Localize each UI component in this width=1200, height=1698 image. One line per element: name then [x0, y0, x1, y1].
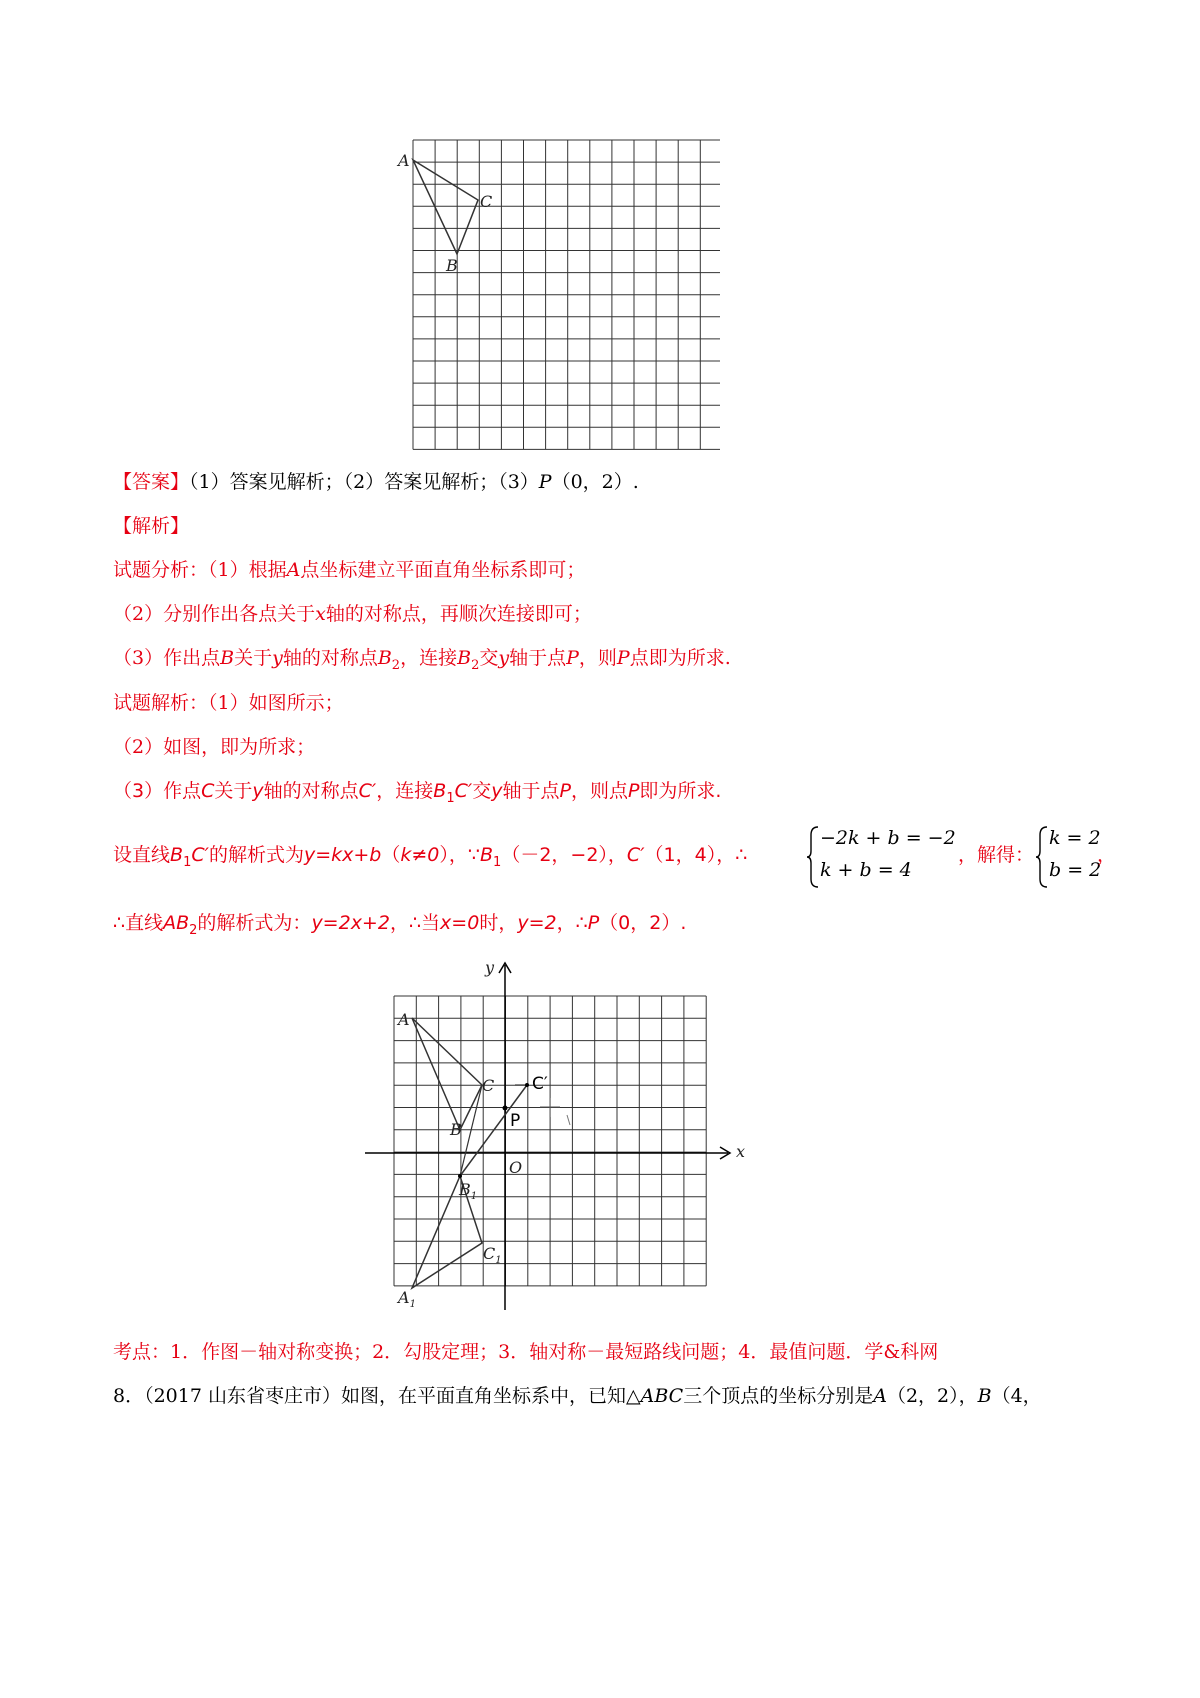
- analysis-l1-prefix: 试题分析：（1）根据: [113, 559, 287, 581]
- analysis-l2-var: x: [315, 603, 326, 625]
- t: y=kx+b: [303, 844, 382, 866]
- t: B: [479, 844, 494, 866]
- t: 三个顶点的坐标分别是: [683, 1385, 874, 1407]
- label-a1-sub: 1: [409, 1299, 416, 1310]
- t: 8．（2017 山东省枣庄市）如图，在平面直角坐标系中，已知△: [113, 1385, 641, 1407]
- t: k≠0: [400, 844, 440, 866]
- t: y=2x+2: [311, 912, 390, 934]
- t: ∴直线: [113, 912, 164, 934]
- x-label: x: [736, 1142, 746, 1161]
- t: ，∴: [556, 912, 588, 934]
- t: ABC: [640, 1385, 684, 1407]
- t: （1，4），∴: [644, 844, 748, 866]
- t: 2: [189, 922, 198, 938]
- label-b: B: [446, 256, 458, 275]
- t: x=0: [440, 912, 480, 934]
- t: B: [457, 647, 472, 669]
- t: （2，2），: [886, 1385, 978, 1407]
- y-label: y: [485, 958, 495, 977]
- equation-line: [113, 842, 747, 876]
- t: P: [566, 647, 579, 669]
- t: C′: [358, 780, 377, 802]
- t: （3）作点: [113, 780, 202, 802]
- equation-end-comma: ，: [1097, 844, 1117, 866]
- t: 1: [446, 790, 455, 806]
- label-c: C: [482, 1076, 495, 1095]
- triangle-abc: [413, 160, 478, 254]
- kaodian-line: 考点：1．作图－轴对称变换；2．勾股定理；3．轴对称－最短路线问题；4．最值问题．学&科网: [113, 1341, 939, 1363]
- t: B: [977, 1385, 992, 1407]
- label-c1: [483, 1244, 502, 1266]
- point-b1: [458, 1174, 462, 1178]
- t: C′: [626, 844, 645, 866]
- triangle-abc: [412, 1018, 482, 1130]
- answer-tag: 【答案】: [113, 471, 190, 493]
- analysis-l1-suffix: 点坐标建立平面直角坐标系即可；: [300, 559, 586, 581]
- t: 关于: [214, 780, 253, 802]
- t: 设直线: [113, 844, 171, 866]
- t: C′: [454, 780, 473, 802]
- label-b: B: [450, 1120, 462, 1139]
- origin-label: O: [509, 1158, 523, 1177]
- t: B: [377, 647, 392, 669]
- t: 点即为所求.: [629, 647, 731, 669]
- t: C: [201, 780, 215, 802]
- t: 轴的对称点: [282, 647, 378, 669]
- point-c-prime: [525, 1083, 529, 1087]
- t: y: [491, 780, 503, 802]
- t: 1: [183, 854, 192, 870]
- t: 的解析式为: [208, 844, 304, 866]
- t: 时，: [479, 912, 518, 934]
- t: A: [873, 1385, 887, 1407]
- label-a1-letter: A: [398, 1288, 410, 1307]
- t: 关于: [234, 647, 273, 669]
- answer-text: （1）答案见解析；（2）答案见解析；（3）: [189, 471, 539, 493]
- t: P: [587, 912, 600, 934]
- answer-p: P: [538, 471, 552, 493]
- solution-line-1: 试题解析：（1）如图所示；: [113, 692, 344, 714]
- t: 轴于点: [509, 647, 567, 669]
- t: 2: [471, 657, 480, 673]
- figure-1-grid: [380, 130, 720, 460]
- label-b1-letter: B: [459, 1180, 471, 1199]
- sys2-row2: b = 2: [1049, 859, 1102, 881]
- t: y: [252, 780, 264, 802]
- equation-solve-label: ，解得：: [958, 844, 1035, 866]
- t: P: [559, 780, 571, 802]
- label-b1: [458, 1180, 477, 1202]
- t: 交: [472, 780, 492, 802]
- label-a: A: [398, 151, 410, 170]
- solution-line-2: （2）如图，即为所求；: [113, 736, 316, 758]
- t: （4，: [991, 1385, 1042, 1407]
- analysis-tag: 【解析】: [113, 515, 190, 537]
- analysis-l2-prefix: （2）分别作出各点关于: [113, 603, 316, 625]
- point-p: [503, 1106, 508, 1111]
- analysis-line-2: [113, 601, 592, 627]
- t: 的解析式为：: [197, 912, 312, 934]
- t: B: [170, 844, 184, 866]
- answer-p-coords: （0，2）.: [551, 471, 639, 493]
- t: （: [381, 844, 401, 866]
- t: ，连接: [376, 780, 434, 802]
- label-a1: [396, 1288, 416, 1310]
- t: ，则: [578, 647, 617, 669]
- t: P: [627, 780, 640, 802]
- label-a: A: [398, 1010, 410, 1029]
- label-c-prime: C′: [532, 1074, 548, 1094]
- t: B: [433, 780, 447, 802]
- t: 轴于点: [502, 780, 560, 802]
- t: 交: [479, 647, 499, 669]
- t: 2: [391, 657, 401, 673]
- equation-system-1: [806, 825, 956, 889]
- analysis-l1-var: A: [286, 559, 301, 581]
- t: 轴的对称点: [263, 780, 359, 802]
- t: B: [220, 647, 235, 669]
- t: 即为所求.: [639, 780, 722, 802]
- t: AB: [163, 912, 190, 934]
- sketch-mark: [567, 1115, 570, 1125]
- t: P: [616, 647, 630, 669]
- t: ），∵: [439, 844, 480, 866]
- t: y=2: [517, 912, 557, 934]
- solution-line-3: [113, 778, 721, 812]
- t: C′: [191, 844, 209, 866]
- t: ，∴当: [389, 912, 441, 934]
- t: （3）作出点: [113, 647, 221, 669]
- t: （－2，−2），: [501, 844, 627, 866]
- analysis-line-1: [113, 557, 585, 583]
- t: ，连接: [400, 647, 458, 669]
- sys1-row1: −2k + b = −2: [820, 827, 956, 849]
- label-p: P: [510, 1111, 521, 1131]
- t: （0，2）.: [599, 912, 687, 934]
- answer-line: [113, 469, 639, 495]
- conclusion-line: [113, 910, 686, 944]
- t: 1: [493, 854, 502, 870]
- t: y: [272, 647, 283, 669]
- t: y: [498, 647, 510, 669]
- analysis-l2-suffix: 轴的对称点，再顺次连接即可；: [325, 603, 592, 625]
- label-c1-letter: C: [483, 1244, 496, 1263]
- analysis-line-3: [113, 645, 731, 679]
- figure-2-coordinate-grid: [360, 955, 760, 1325]
- label-c: C: [480, 192, 493, 211]
- t: ，则点: [570, 780, 628, 802]
- sys2-row1: k = 2: [1049, 827, 1101, 849]
- problem-8-line: [113, 1383, 1042, 1409]
- segment-c-c-prime: [460, 1085, 482, 1176]
- sys1-row2: k + b = 4: [820, 859, 912, 881]
- label-c1-sub: 1: [495, 1255, 502, 1266]
- label-b1-sub: 1: [470, 1191, 478, 1202]
